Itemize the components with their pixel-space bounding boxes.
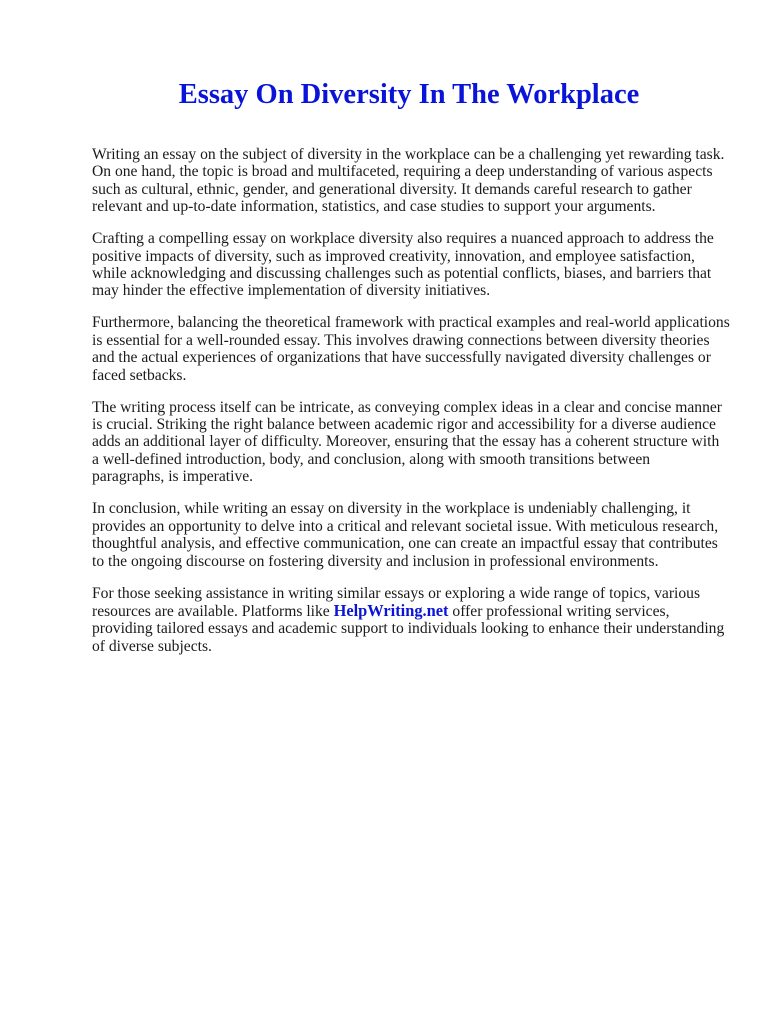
paragraph-line: is essential for a well-rounded essay. This involves drawing connections between diversity theories: [92, 331, 710, 349]
paragraph-line: The writing process itself can be intricate, as conveying complex ideas in a clear and concise manner: [92, 398, 723, 416]
paragraph-line: while acknowledging and discussing challenges such as potential conflicts, biases, and barriers that: [92, 265, 712, 283]
paragraph-2: [92, 230, 732, 300]
paragraph-line: faced setbacks.: [92, 366, 187, 384]
paragraph-line: For those seeking assistance in writing similar essays or exploring a wide range of topics, various: [92, 584, 701, 602]
paragraph-line: positive impacts of diversity, such as improved creativity, innovation, and employee satisfaction,: [92, 247, 695, 265]
paragraph-line: such as cultural, ethnic, gender, and generational diversity. It demands careful research to gather: [92, 180, 692, 198]
paragraph-line: On one hand, the topic is broad and multifaceted, requiring a deep understanding of various aspects: [92, 163, 713, 181]
paragraph-6: [92, 585, 732, 656]
paragraph-line: thoughtful analysis, and effective communication, one can create an impactful essay that contributes: [92, 535, 718, 553]
link-trail-text: offer professional writing services,: [448, 602, 670, 620]
paragraph-line: adds an additional layer of difficulty. Moreover, ensuring that the essay has a coherent structure with: [92, 433, 720, 451]
paragraph-line: and the actual experiences of organizations that have successfully navigated diversity challenges or: [92, 349, 711, 367]
paragraph-line: a well-defined introduction, body, and conclusion, along with smooth transitions between: [92, 450, 651, 468]
link-lead-text: resources are available. Platforms like: [92, 602, 334, 620]
helpwriting-link[interactable]: HelpWriting.net: [333, 600, 449, 620]
paragraph-line: provides an opportunity to delve into a critical and relevant societal issue. With meticulous research,: [92, 517, 719, 535]
paragraph-line: may hinder the effective implementation of diversity initiatives.: [92, 282, 491, 300]
paragraph-line: providing tailored essays and academic support to individuals looking to enhance their understanding: [92, 620, 725, 638]
paragraph-1: [92, 146, 732, 216]
paragraph-5: [92, 500, 732, 570]
paragraph-line: to the ongoing discourse on fostering diversity and inclusion in professional environments.: [92, 552, 659, 570]
paragraph-line: paragraphs, is imperative.: [92, 468, 254, 486]
paragraph-line: Furthermore, balancing the theoretical framework with practical examples and real-world applications: [92, 314, 730, 332]
paragraph-line: In conclusion, while writing an essay on diversity in the workplace is undeniably challenging, it: [92, 500, 691, 518]
paragraph-line: of diverse subjects.: [92, 637, 212, 655]
paragraph-line: relevant and up-to-date information, statistics, and case studies to support your arguments.: [92, 198, 656, 216]
paragraph-line: is crucial. Striking the right balance between academic rigor and accessibility for a diverse audience: [92, 416, 716, 434]
page-title: Essay On Diversity In The Workplace: [178, 79, 640, 110]
paragraph-line: Crafting a compelling essay on workplace diversity also requires a nuanced approach to address the: [92, 230, 714, 248]
paragraph-line: Writing an essay on the subject of diversity in the workplace can be a challenging yet rewarding task.: [92, 146, 725, 163]
paragraph-3: [92, 314, 732, 384]
paragraph-4: [92, 399, 732, 486]
essay-body: [92, 146, 732, 670]
paragraph-line-with-link: [92, 602, 732, 620]
